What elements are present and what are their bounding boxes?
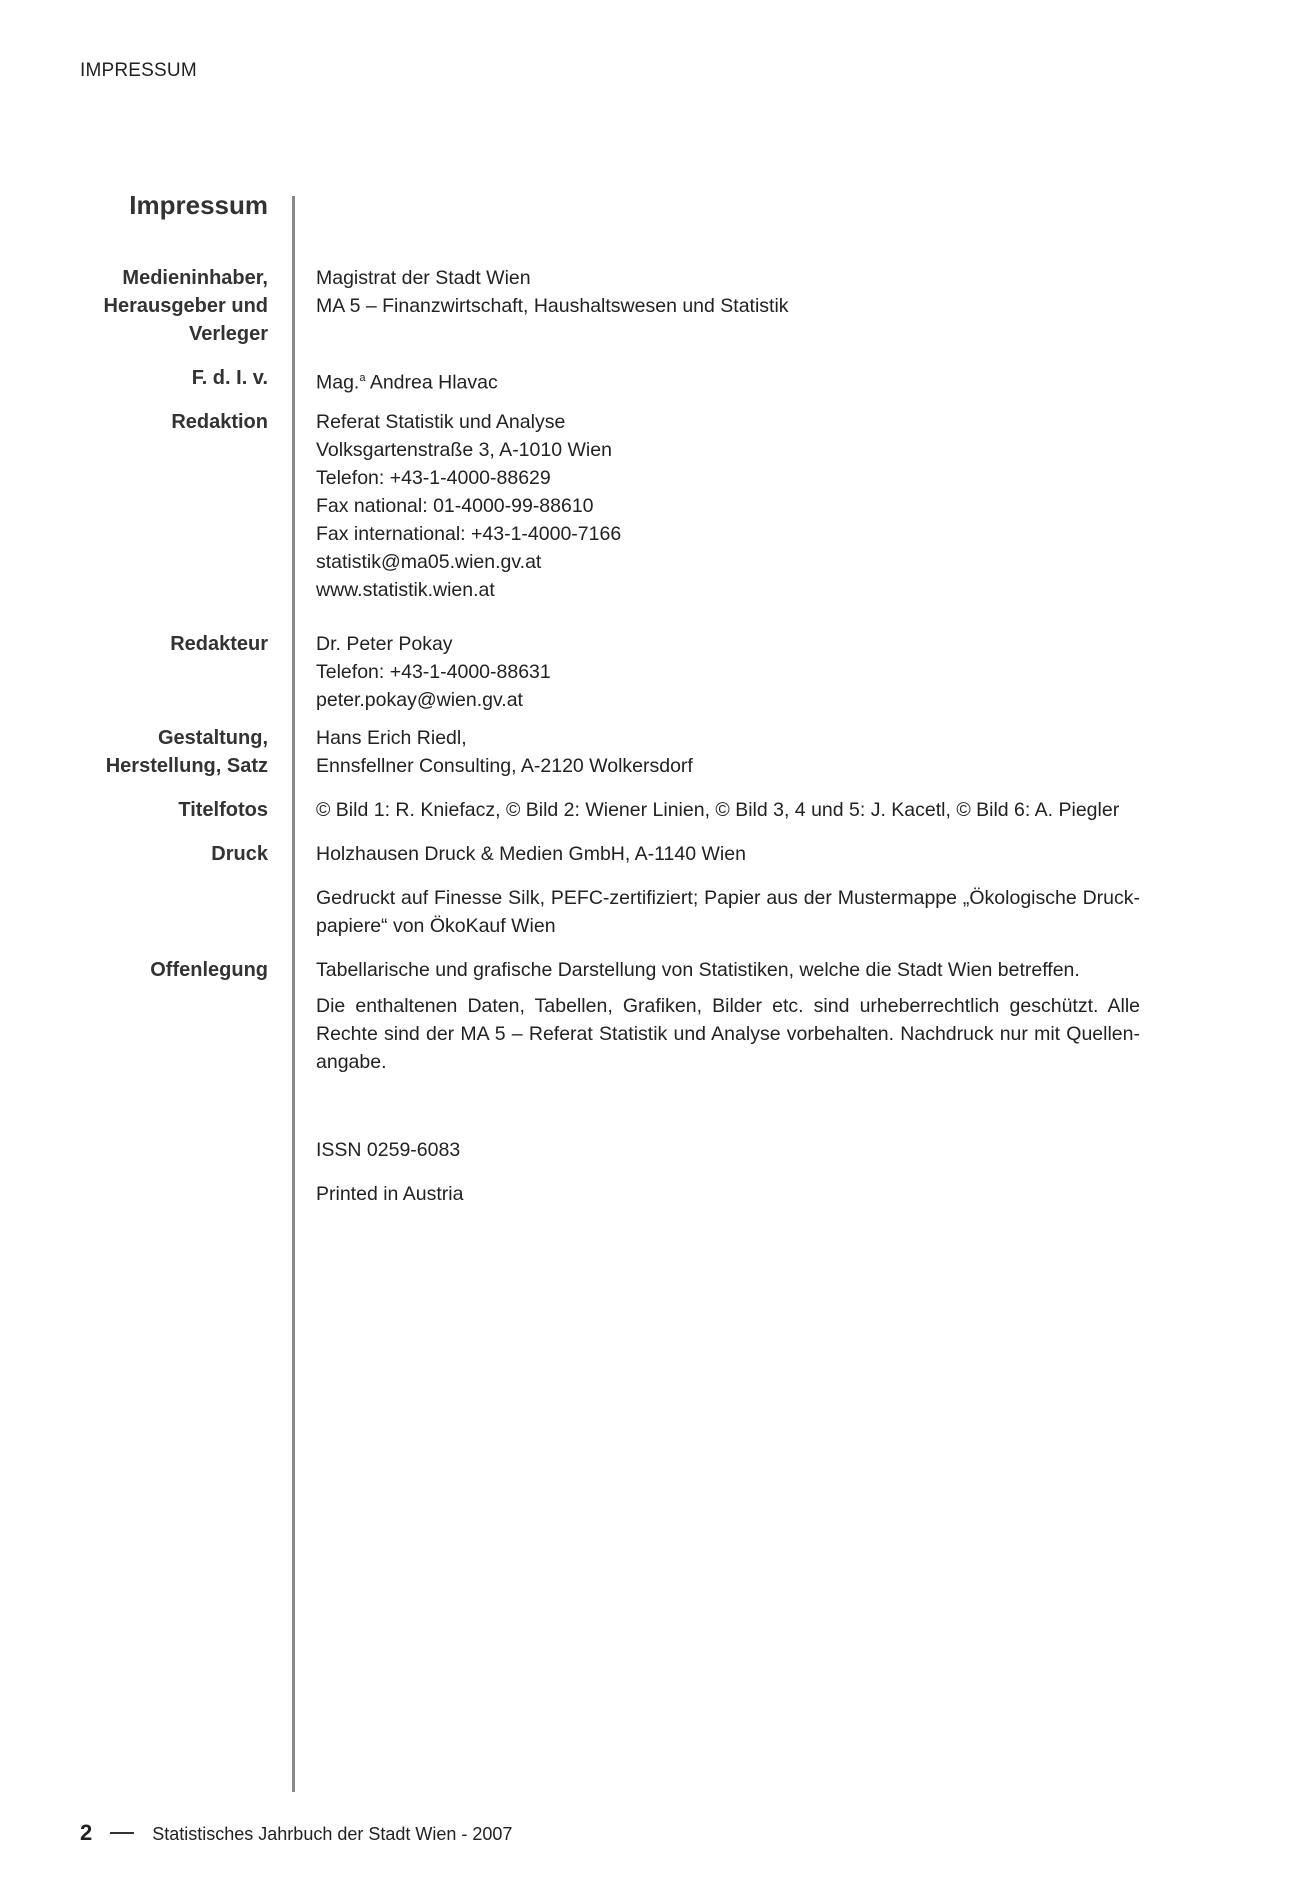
content-line: Fax national: 01-4000-99-88610: [316, 495, 594, 517]
printed-in: Printed in Austria: [316, 1183, 464, 1205]
email-link[interactable]: statistik@ma05.wien.gv.at: [316, 551, 542, 573]
content-gestaltung: [316, 724, 1146, 780]
website-link[interactable]: www.statistik.wien.at: [316, 579, 495, 601]
content-medieninhaber: [316, 264, 1146, 320]
content-line: Telefon: +43-1-4000-88629: [316, 467, 551, 489]
label-line: Herstellung, Satz: [105, 755, 268, 777]
page-title: Impressum: [129, 190, 268, 220]
content-redaktion: [316, 408, 1146, 604]
running-head: IMPRESSUM: [80, 60, 197, 81]
content-druck-paper: [316, 884, 1140, 940]
label-offenlegung: Offenlegung: [150, 959, 268, 981]
fdlv-name: Andrea Hlavac: [365, 371, 498, 394]
label-redaktion: Redaktion: [171, 411, 268, 433]
content-line: Telefon: +43-1-4000-88631: [316, 661, 551, 683]
label-line: Medieninhaber,: [122, 267, 268, 289]
page-footer: [80, 1820, 512, 1846]
content-line: Gedruckt auf Finesse Silk, PEFC-zertifiziert; Papier aus der Mustermappe „Ökologische Druck-: [316, 887, 1140, 909]
content-offenlegung: Tabellarische und grafische Darstellung von Statistiken, welche die Stadt Wien betreffen.: [316, 959, 1080, 981]
label-medieninhaber: [60, 264, 268, 348]
label-line: Verleger: [189, 323, 268, 345]
content-line: Rechte sind der MA 5 – Referat Statistik und Analyse vorbehalten. Nachdruck nur mit Quellen-: [316, 1023, 1140, 1045]
content-line: Hans Erich Riedl,: [316, 727, 467, 749]
content-line: Ennsfellner Consulting, A-2120 Wolkersdorf: [316, 755, 693, 777]
content-druck: Holzhausen Druck & Medien GmbH, A-1140 Wien: [316, 843, 746, 865]
content-redakteur: [316, 630, 1146, 714]
content-line: Dr. Peter Pokay: [316, 633, 453, 655]
page-number: 2: [80, 1820, 93, 1845]
content-line: Fax international: +43-1-4000-7166: [316, 523, 622, 545]
vertical-divider: [292, 196, 295, 1792]
content-line: Volksgartenstraße 3, A-1010 Wien: [316, 439, 612, 461]
content-line: Magistrat der Stadt Wien: [316, 267, 531, 289]
label-line: Gestaltung,: [157, 727, 268, 749]
publication-title: Statistisches Jahrbuch der Stadt Wien - 2007: [152, 1824, 513, 1844]
email-link[interactable]: peter.pokay@wien.gv.at: [316, 689, 523, 711]
content-titelfotos: © Bild 1: R. Kniefacz, © Bild 2: Wiener Linien, © Bild 3, 4 und 5: J. Kacetl, © Bild 6: A. Piegler: [316, 799, 1120, 821]
label-redakteur: Redakteur: [170, 633, 268, 655]
label-druck: Druck: [211, 843, 268, 865]
label-fdlv: F. d. I. v.: [191, 367, 268, 389]
content-offenlegung-rights: [316, 992, 1140, 1076]
fdlv-prefix: Mag.: [316, 371, 360, 394]
label-gestaltung: [60, 724, 268, 780]
content-line: Die enthaltenen Daten, Tabellen, Grafiken, Bilder etc. sind urheberrechtlich geschützt. Alle: [316, 995, 1140, 1017]
fdlv-superscript: a: [359, 372, 366, 384]
footer-dash: [110, 1832, 134, 1834]
label-titelfotos: Titelfotos: [178, 799, 268, 821]
content-line: papiere“ von ÖkoKauf Wien: [316, 915, 556, 937]
content-line: MA 5 – Finanzwirtschaft, Haushaltswesen und Statistik: [316, 295, 789, 317]
issn: ISSN 0259-6083: [316, 1139, 461, 1161]
label-line: Herausgeber und: [103, 295, 268, 317]
content-line: Referat Statistik und Analyse: [316, 411, 566, 433]
content-fdlv: [316, 364, 1146, 397]
content-line: angabe.: [316, 1051, 387, 1073]
